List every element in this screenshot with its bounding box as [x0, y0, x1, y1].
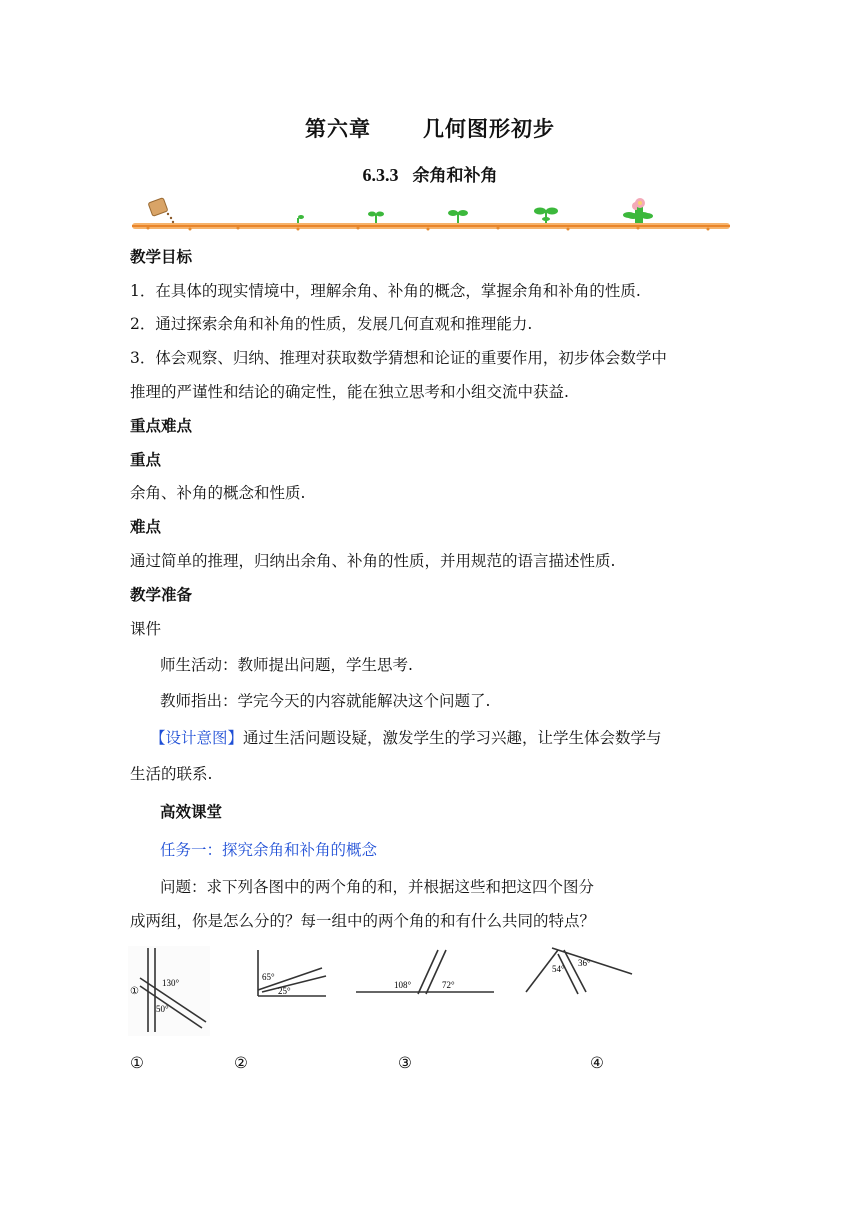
chapter-title — [0, 113, 860, 143]
difficult-text: 通过简单的推理，归纳出余角、补角的性质，并用规范的语言描述性质. — [130, 552, 616, 570]
figure-1 — [128, 946, 210, 1036]
sprout-icon-medium — [368, 212, 384, 224]
key-heading: 重点 — [130, 451, 162, 469]
prep-text: 课件 — [130, 620, 162, 638]
sprout-icon-growing — [448, 210, 468, 223]
figure-4-angle-b: 36° — [578, 958, 591, 968]
caption-2: ② — [234, 1054, 248, 1072]
design-intent-line-2: 生活的联系. — [130, 765, 213, 783]
caption-4: ④ — [590, 1054, 604, 1072]
class-heading: 高效课堂 — [160, 803, 223, 821]
figure-2-angle-b: 25° — [278, 986, 291, 996]
sprout-icon-tall — [534, 208, 558, 224]
design-intent-text: 通过生活问题设疑，激发学生的学习兴趣，让学生体会数学与 — [243, 729, 662, 747]
question-line-2: 成两组，你是怎么分的？每一组中的两个角的和有什么共同的特点？ — [130, 912, 596, 930]
key-text: 余角、补角的概念和性质. — [130, 484, 306, 502]
sprout-icon-small — [298, 215, 304, 223]
caption-3: ③ — [398, 1054, 412, 1072]
question-line-1: 问题：求下列各图中的两个角的和，并根据这些和把这四个图分 — [160, 878, 595, 896]
divider-orange-strip — [132, 223, 730, 231]
section-name: 余角和补角 — [412, 166, 498, 186]
caption-1: ① — [130, 1054, 144, 1072]
pink-flower-top-icon — [627, 206, 653, 223]
difficult-heading: 难点 — [130, 518, 162, 536]
goal-1: 1．在具体的现实情境中，理解余角、补角的概念，掌握余角和补角的性质. — [130, 282, 641, 300]
goal-3-line-2: 推理的严谨性和结论的确定性，能在独立思考和小组交流中获益. — [130, 383, 569, 401]
prep-heading: 教学准备 — [130, 586, 193, 604]
activity-text: 师生活动：教师提出问题，学生思考. — [160, 656, 413, 674]
sprout-divider-decoration — [128, 192, 734, 236]
teacher-note: 教师指出：学完今天的内容就能解决这个问题了. — [160, 692, 491, 710]
figure-1-angle-a: 130° — [162, 978, 180, 988]
task-1-heading: 任务一：探究余角和补角的概念 — [160, 841, 378, 859]
goal-3-line-1: 3．体会观察、归纳、推理对获取数学猜想和论证的重要作用，初步体会数学中 — [130, 349, 667, 367]
section-title — [0, 161, 860, 186]
figure-1-side-mark: ① — [130, 986, 139, 997]
goal-2: 2．通过探索余角和补角的性质，发展几何直观和推理能力. — [130, 315, 533, 333]
design-intent-line-1 — [150, 727, 662, 749]
figure-3-angle-b: 72° — [442, 980, 455, 990]
goals-heading: 教学目标 — [130, 248, 193, 266]
figure-3 — [352, 946, 498, 998]
figure-2 — [252, 946, 332, 1004]
figure-3-ray-left — [418, 950, 438, 994]
chapter-name: 几何图形初步 — [423, 117, 555, 141]
figure-4 — [522, 946, 636, 998]
chapter-number: 第六章 — [305, 117, 371, 141]
figure-3-angle-a: 108° — [394, 980, 412, 990]
seed-bag-icon — [148, 198, 174, 224]
figure-4-angle-a: 54° — [552, 964, 565, 974]
figure-2-angle-a: 65° — [262, 972, 275, 982]
figure-1-angle-b: 50° — [156, 1004, 169, 1014]
figure-4-cross-line-2 — [558, 954, 578, 994]
design-intent-label: 【设计意图】 — [150, 729, 244, 747]
pink-flower-petal-icon — [635, 198, 645, 208]
pink-flower-icon — [128, 192, 639, 223]
keypoints-heading: 重点难点 — [130, 417, 193, 435]
section-number: 6.3.3 — [362, 165, 399, 185]
